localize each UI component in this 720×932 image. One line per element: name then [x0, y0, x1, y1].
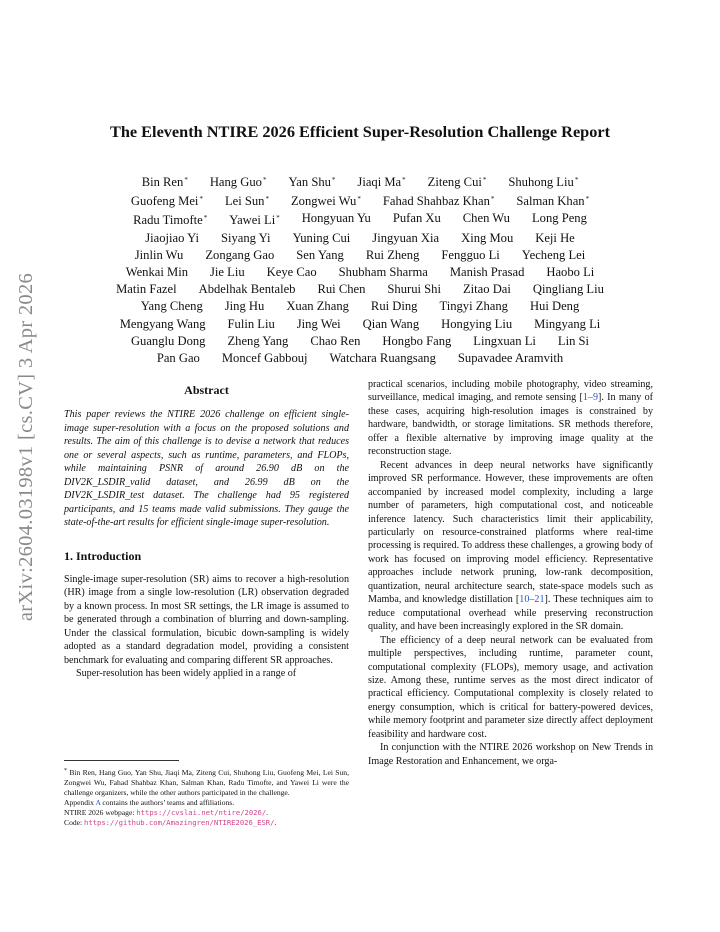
author-name: Rui Ding — [370, 299, 418, 314]
author-entry — [516, 191, 589, 210]
abstract-heading: Abstract — [184, 383, 229, 397]
author-name: Keye Cao — [266, 265, 317, 280]
author-entry — [428, 172, 487, 191]
author-name: Mengyang Wang — [119, 316, 206, 331]
author-name: Zongang Gao — [205, 247, 275, 262]
organizer-footnote: * Bin Ren, Hang Guo, Yan Shu, Jiaqi Ma, Ziteng Cui, Shuhong Liu, Guofeng Mei, Lei Sun, Zongwei Wu, Fahad Shahbaz Khan, Salman Khan, Radu Timofte, and Yawei Li were the challenge organizers, while the other authors participated in the challenge. — [64, 768, 349, 798]
organizer-marker: * — [490, 195, 495, 204]
author-name: Long Peng — [531, 211, 587, 226]
author-name: Lingxuan Li — [473, 333, 536, 348]
author-name: Bin Ren — [141, 175, 184, 189]
organizer-marker: * — [482, 176, 487, 184]
author-name: Pan Gao — [156, 351, 200, 366]
author-row — [60, 264, 660, 281]
author-name: Siyang Yi — [220, 230, 271, 245]
author-name: Zongwei Wu — [290, 194, 357, 209]
author-row — [60, 316, 660, 333]
author-name: Fulin Liu — [227, 316, 275, 331]
author-name: Yuning Cui — [292, 230, 351, 245]
organizer-marker: * — [265, 195, 269, 204]
author-name: Guanglu Dong — [130, 333, 206, 348]
author-name: Tingyi Zhang — [439, 299, 508, 314]
author-name: Zitao Dai — [462, 282, 511, 297]
author-entry — [225, 191, 269, 210]
organizer-marker: * — [262, 176, 267, 184]
author-name: Chao Ren — [310, 333, 361, 348]
author-name: Yawei Li — [229, 213, 276, 228]
author-name: Xing Mou — [461, 230, 514, 245]
author-row — [60, 191, 660, 210]
author-name: Fahad Shahbaz Khan — [382, 194, 490, 209]
author-name: Jiaojiao Yi — [145, 230, 199, 245]
right-paragraph-1: practical scenarios, including mobile photography, video streaming, surveillance, medical imaging, and remote sensing [1–9]. In many of these cases, acquiring high-resolution images is constrained by hardware, bandwidth, or storage limitations. SR methods therefore, offer a flexible alternative by improving image quality at the reconstruction stage. — [368, 379, 653, 458]
author-name: Moncef Gabbouj — [221, 351, 308, 366]
author-name: Jing Hu — [224, 299, 265, 314]
organizer-marker: * — [184, 176, 188, 184]
author-name: Hongyuan Yu — [301, 211, 371, 226]
webpage-footnote: NTIRE 2026 webpage: https://cvslai.net/ntire/2026/. — [64, 808, 269, 818]
author-row — [60, 247, 660, 264]
introduction-heading: 1. Introduction — [64, 548, 142, 563]
author-name: Jing Wei — [296, 316, 341, 331]
intro-paragraph-1: Single-image super-resolution (SR) aims to recover a high-resolution (HR) image from a single low-resolution (LR) observation degraded by a known process. In most SR settings, the LR image is assumed to be generated through a combination of blurring and down-sampling. Under the classical formulation, bicubic down-sampling is widely adopted as a standard degradation model, providing a consistent benchmark for evaluating and comparing different SR approaches. — [64, 573, 349, 666]
author-entry — [291, 191, 361, 210]
author-entry — [383, 191, 495, 210]
author-entry — [357, 172, 405, 191]
author-name: Jie Liu — [210, 265, 245, 280]
author-entry — [288, 172, 335, 191]
author-name: Xuan Zhang — [286, 299, 349, 314]
author-name: Rui Chen — [317, 282, 366, 297]
abstract-text: This paper reviews the NTIRE 2026 challenge on efficient single-image super-resolution with a focus on the proposed solutions and results. The aim of this challenge is to devise a network that reduces one or several aspects, such as runtime, parameters, and FLOPs, while maintaining PSNR of around 26.90 dB on the DIV2K_LSDIR_valid dataset, and 26.99 dB on the DIV2K_LSDIR_test dataset. The challenge had 95 registered participants, and 15 teams made valid submissions. They gauge the state-of-the-art results for efficient single-image super-resolution. — [64, 409, 349, 529]
author-row — [60, 333, 660, 350]
author-name: Salman Khan — [516, 194, 585, 209]
citation-link[interactable]: 1–9 — [582, 392, 598, 404]
author-name: Hang Guo — [209, 175, 262, 189]
author-name: Supavadee Aramvith — [457, 351, 564, 366]
author-name: Chen Wu — [462, 211, 510, 226]
author-entry — [131, 191, 203, 210]
author-name: Jinlin Wu — [134, 247, 184, 262]
author-entry — [229, 210, 279, 229]
organizer-marker: * — [357, 195, 361, 204]
author-name: Watchara Ruangsang — [329, 351, 436, 366]
left-column — [64, 378, 349, 681]
author-name: Qian Wang — [362, 316, 420, 331]
author-row — [60, 350, 660, 367]
author-row — [60, 298, 660, 315]
organizer-marker: * — [203, 214, 208, 223]
author-name: Shuhong Liu — [508, 175, 574, 189]
code-footnote: Code: https://github.com/Amazingren/NTIRE2026_ESR/. — [64, 818, 277, 828]
author-name: Jingyuan Xia — [372, 230, 440, 245]
author-entry — [210, 172, 267, 191]
organizer-marker: * — [331, 176, 336, 184]
author-name: Haobo Li — [546, 265, 595, 280]
organizer-marker: * — [276, 214, 280, 223]
author-name: Radu Timofte — [133, 213, 203, 228]
webpage-link[interactable]: https://cvslai.net/ntire/2026/ — [136, 808, 267, 818]
appendix-link[interactable]: A — [95, 798, 101, 808]
author-name: Shurui Shi — [387, 282, 441, 297]
footnote-rule — [64, 760, 179, 761]
paper-title: The Eleventh NTIRE 2026 Efficient Super-Resolution Challenge Report — [109, 122, 611, 141]
right-column — [368, 378, 653, 768]
right-paragraph-3: The efficiency of a deep neural network can be evaluated from multiple perspectives, including runtime, parameter count, computational complexity (FLOPs), memory usage, and activation size. Among these, runtime serves as the most direct indicator of practical efficiency. Computational complexity is closely related to energy consumption, which is critical for battery-powered devices, while memory footprint and parameter size directly affect deployment feasibility and hardware cost. — [368, 634, 653, 740]
author-name: Fengguo Li — [441, 247, 500, 262]
author-name: Ziteng Cui — [427, 175, 482, 189]
appendix-footnote: Appendix A contains the authors’ teams and affiliations. — [64, 798, 235, 808]
author-name: Rui Zheng — [365, 247, 420, 262]
author-name: Keji He — [535, 230, 575, 245]
author-row — [60, 230, 660, 247]
author-entry — [133, 210, 207, 229]
author-name: Shubham Sharma — [338, 265, 428, 280]
author-name: Lin Si — [557, 333, 590, 348]
organizer-marker: * — [574, 176, 579, 184]
author-name: Mingyang Li — [534, 316, 601, 331]
author-name: Hui Deng — [529, 299, 580, 314]
author-name: Yan Shu — [288, 175, 331, 189]
author-row — [60, 210, 660, 229]
author-row — [60, 281, 660, 298]
author-row — [60, 172, 660, 191]
author-name: Zheng Yang — [227, 333, 289, 348]
author-name: Manish Prasad — [449, 265, 525, 280]
citation-link[interactable]: 10–21 — [519, 594, 545, 606]
organizer-marker: * — [199, 195, 203, 204]
author-name: Qingliang Liu — [532, 282, 604, 297]
author-name: Guofeng Mei — [130, 194, 199, 209]
author-name: Hongying Liu — [441, 316, 513, 331]
author-name: Yecheng Lei — [521, 247, 586, 262]
author-name: Abdelhak Bentaleb — [198, 282, 296, 297]
author-entry — [142, 172, 188, 191]
author-list — [60, 172, 660, 367]
right-paragraph-2: Recent advances in deep neural networks have significantly improved SR performance. However, these improvements are often accompanied by increased model complexity, including a large number of parameters, high computational cost, and noticeable inference latency. Such characteristics limit their applicability, particularly on resource-constrained platforms where real-time processing is required. To address these challenges, a growing body of work has focused on improving model efficiency. Representative approaches include network pruning, low-rank decomposition, quantization, neural architecture search, state-space models such as Mamba, and knowledge distillation [10–21]. These techniques aim to reduce computational overhead while preserving reconstruction quality, and have been increasingly explored in the SR domain. — [368, 459, 653, 633]
right-paragraph-4: In conjunction with the NTIRE 2026 workshop on New Trends in Image Restoration and Enhancement, we orga- — [368, 742, 653, 767]
author-entry — [508, 172, 578, 191]
author-name: Yang Cheng — [140, 299, 203, 314]
author-name: Sen Yang — [296, 247, 344, 262]
author-name: Pufan Xu — [392, 211, 441, 226]
intro-paragraph-2: Super-resolution has been widely applied in a range of — [76, 668, 297, 680]
author-name: Hongbo Fang — [382, 333, 452, 348]
code-link[interactable]: https://github.com/Amazingren/NTIRE2026_ESR/ — [84, 818, 275, 828]
organizer-marker: * — [402, 176, 406, 184]
footnotes — [64, 760, 349, 829]
arxiv-identifier: arXiv:2604.03198v1 [cs.CV] 3 Apr 2026 — [15, 272, 37, 622]
author-name: Jiaqi Ma — [357, 175, 402, 189]
organizer-marker: * — [585, 195, 590, 204]
author-name: Matin Fazel — [116, 282, 177, 297]
author-name: Lei Sun — [224, 194, 265, 209]
author-name: Wenkai Min — [125, 265, 188, 280]
